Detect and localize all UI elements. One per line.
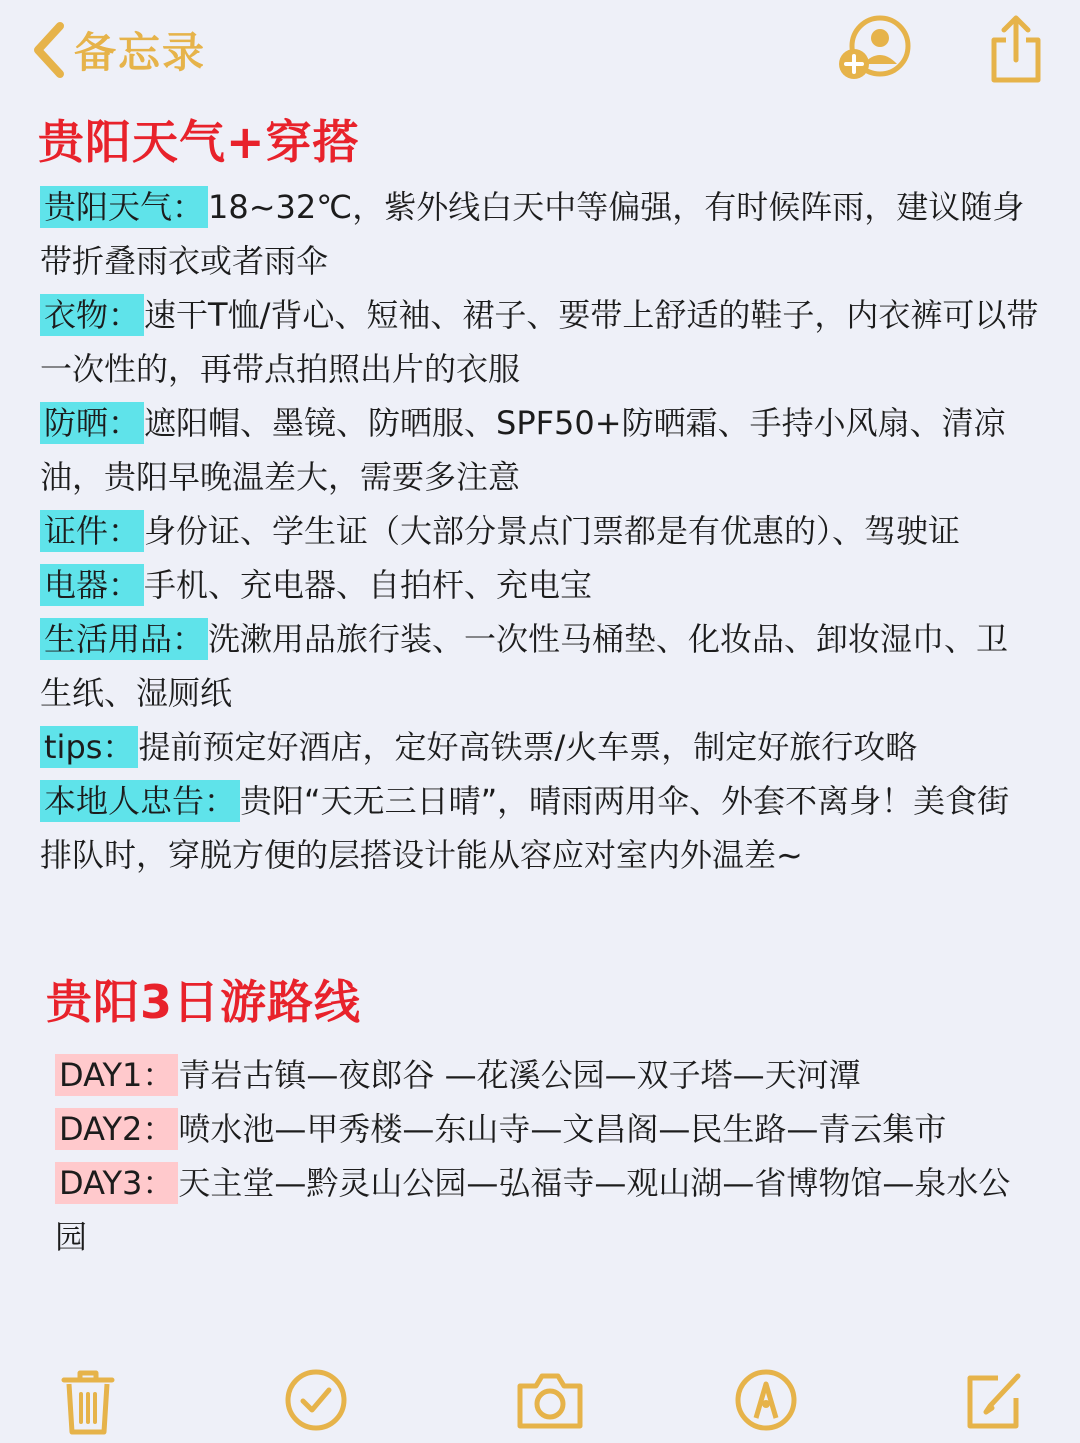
checkmark-circle-icon <box>284 1368 348 1432</box>
packing-label: tips： <box>40 726 138 768</box>
packing-label: 电器： <box>40 564 144 606</box>
packing-item-electronics <box>40 558 1040 612</box>
route-day-3 <box>55 1156 1040 1264</box>
packing-item-local-advice <box>40 774 1040 882</box>
packing-label: 证件： <box>40 510 144 552</box>
route-label: DAY2： <box>55 1108 178 1150</box>
packing-item-daily-goods <box>40 612 1040 720</box>
packing-item-documents <box>40 504 1040 558</box>
camera-icon <box>514 1368 586 1432</box>
packing-item-weather <box>40 180 1040 288</box>
packing-text: 贵阳“天无三日晴”，晴雨两用伞、外套不离身！美食街排队时，穿脱方便的层搭设计能从容应对室内外温差~ <box>40 782 1010 874</box>
route-label: DAY1： <box>55 1054 178 1096</box>
packing-item-sunscreen <box>40 396 1040 504</box>
packing-item-clothes <box>40 288 1040 396</box>
packing-item-tips <box>40 720 1040 774</box>
packing-text: 速干T恤/背心、短袖、裙子、要带上舒适的鞋子，内衣裤可以带一次性的，再带点拍照出片的衣服 <box>40 296 1039 388</box>
packing-label: 衣物： <box>40 294 144 336</box>
route-day-2 <box>55 1102 1040 1156</box>
route-section-title: 贵阳3日游路线 <box>46 975 362 1029</box>
markup-button[interactable] <box>734 1368 798 1432</box>
packing-text: 洗漱用品旅行装、一次性马桶垫、化妆品、卸妆湿巾、卫生纸、湿厕纸 <box>40 620 1009 712</box>
route-text: 青岩古镇—夜郎谷 —花溪公园—双子塔—天河潭 <box>178 1056 861 1094</box>
pen-circle-icon <box>734 1368 798 1432</box>
packing-text: 18~32℃，紫外线白天中等偏强，有时候阵雨，建议随身带折叠雨衣或者雨伞 <box>40 188 1025 280</box>
packing-text: 手机、充电器、自拍杆、充电宝 <box>144 566 593 604</box>
add-person-icon <box>836 14 916 86</box>
nav-bar <box>0 0 1080 100</box>
delete-button[interactable] <box>58 1368 118 1436</box>
compose-icon <box>962 1368 1026 1432</box>
share-icon <box>984 14 1048 86</box>
route-text: 天主堂—黔灵山公园—弘福寺—观山湖—省博物馆—泉水公园 <box>55 1164 1011 1256</box>
weather-section-title: 贵阳天气+穿搭 <box>38 115 360 169</box>
packing-label: 生活用品： <box>40 618 208 660</box>
chevron-left-icon <box>30 20 66 80</box>
back-label: 备忘录 <box>74 28 207 77</box>
packing-label: 本地人忠告： <box>40 780 240 822</box>
packing-label: 贵阳天气： <box>40 186 208 228</box>
packing-text: 身份证、学生证（大部分景点门票都是有优惠的）、驾驶证 <box>144 512 961 550</box>
route-text: 喷水池—甲秀楼—东山寺—文昌阁—民生路—青云集市 <box>178 1110 947 1148</box>
compose-button[interactable] <box>962 1368 1026 1432</box>
trash-icon <box>58 1368 118 1436</box>
route-label: DAY3： <box>55 1162 178 1204</box>
camera-button[interactable] <box>514 1368 586 1432</box>
packing-label: 防晒： <box>40 402 144 444</box>
packing-text: 遮阳帽、墨镜、防晒服、SPF50+防晒霜、手持小风扇、清凉油，贵阳早晚温差大，需要多注意 <box>40 404 1006 496</box>
share-button[interactable] <box>984 14 1048 86</box>
checklist-button[interactable] <box>284 1368 348 1432</box>
bottom-toolbar <box>0 1360 1080 1443</box>
collaborate-button[interactable] <box>836 14 916 86</box>
back-button[interactable] <box>30 18 206 82</box>
route-day-1 <box>55 1048 1040 1102</box>
packing-text: 提前预定好酒店，定好高铁票/火车票，制定好旅行攻略 <box>138 728 918 766</box>
